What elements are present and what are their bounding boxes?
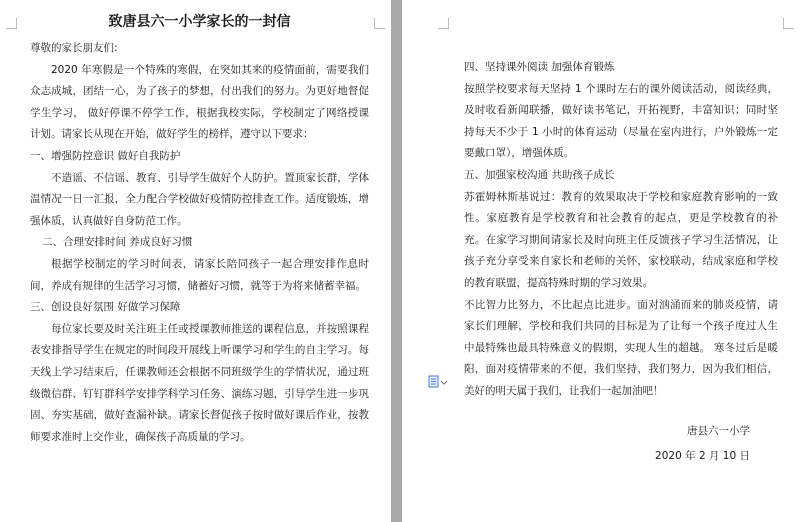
section-4-body: 按照学校要求每天坚持 1 个课时左右的课外阅读活动，阅读经典，及时收看新闻联播，做好读书笔记，开拓视野，丰富知识；同时坚持每天不少于 1 小时的体育运动（尽量在室内进行，户外锻炼一定要戴口罩），增强体质。 <box>464 82 778 160</box>
margin-corner-mark <box>6 18 17 29</box>
margin-corner-mark <box>438 18 449 29</box>
section-1-heading: 一、增强防控意识 做好自我防护 <box>30 149 181 162</box>
letter-title: 致唐县六一小学家长的一封信 <box>108 14 291 30</box>
section-5-quote: 苏霍姆林斯基说过：教育的效果取决于学校和家庭教育影响的一致性。家庭教育是学校教育和社会教育的起点，更是学校教育的补充。在家学习期间请家长及时向班主任反馈孩子学习生活情况，让孩子充分享受来自家长和老师的关怀，家校联动，结成家庭和学校的教育联盟，提高特殊时期的学习效果。 <box>464 190 778 289</box>
section-4-heading: 四、坚持课外阅读 加强体育锻炼 <box>464 61 615 73</box>
intro-paragraph: 2020 年寒假是一个特殊的寒假，在突如其来的疫情面前，需要我们众志成城，团结一心，为了孩子的梦想，付出我们的努力。为更好地督促学生学习， 做好停课不停学工作，根据我校实际，学校制定了网络授课计划。请家长从现在开始，做好学生的榜样，遵守以下要求： <box>30 63 369 141</box>
document-page-right <box>402 0 800 522</box>
section-3-heading: 三、创设良好氛围 好做学习保障 <box>30 301 181 314</box>
document-page-left <box>0 0 391 522</box>
signature-date: 2020 年 2 月 10 日 <box>655 450 750 463</box>
section-1-body: 不造谣、不信谣、教育、引导学生做好个人防护。置顶家长群，学体温情况一日一汇报，全力配合学校做好疫情防控排查工作。适度锻炼，增强体质，认真做好自身防范工作。 <box>30 171 369 227</box>
section-5-heading: 五、加强家校沟通 共助孩子成长 <box>464 168 615 181</box>
section-3-body: 每位家长要及时关注班主任或授课教师推送的课程信息，并按照课程表安排指导学生在规定的时间段开展线上听课学习和学生的自主学习。每天线上学习结束后，任课教师还会根据不同班级学生的学情状况，通过班级微信群、钉钉群科学安排学科学习任务、演练习题，引导学生进一步巩固、夯实基础，做好查漏补缺。请家长督促孩子按时做好课后作业，按教师要求准时上交作业，确保孩子高质量的学习。 <box>30 322 369 443</box>
margin-corner-mark <box>783 18 794 29</box>
section-2-heading: 二、合理安排时间 养成良好习惯 <box>42 236 193 249</box>
section-2-body: 根据学校制定的学习时间表，请家长陪同孩子一起合理安排作息时间，养成有规律的生活学习习惯，储蓄好习惯，就等于为将来储蓄幸福。 <box>30 257 369 292</box>
signature-organization: 唐县六一小学 <box>687 424 750 437</box>
paragraph-layout-icon[interactable] <box>428 375 448 389</box>
greeting: 尊敬的家长朋友们: <box>30 42 118 54</box>
section-5-closing: 不比智力比努力，不比起点比进步。面对汹涌而来的肺炎疫情，请家长们理解，学校和我们共同的目标是为了让每一个孩子度过人生中最特殊也最具特殊意义的假期，实现人生的超越。 寒冬过后是暖阳，面对疫情带来的不便，我们坚持，我们努力，因为我们相信，美好的明天属于我们，让我们一起加油吧！ <box>464 298 778 397</box>
margin-corner-mark <box>374 18 385 29</box>
